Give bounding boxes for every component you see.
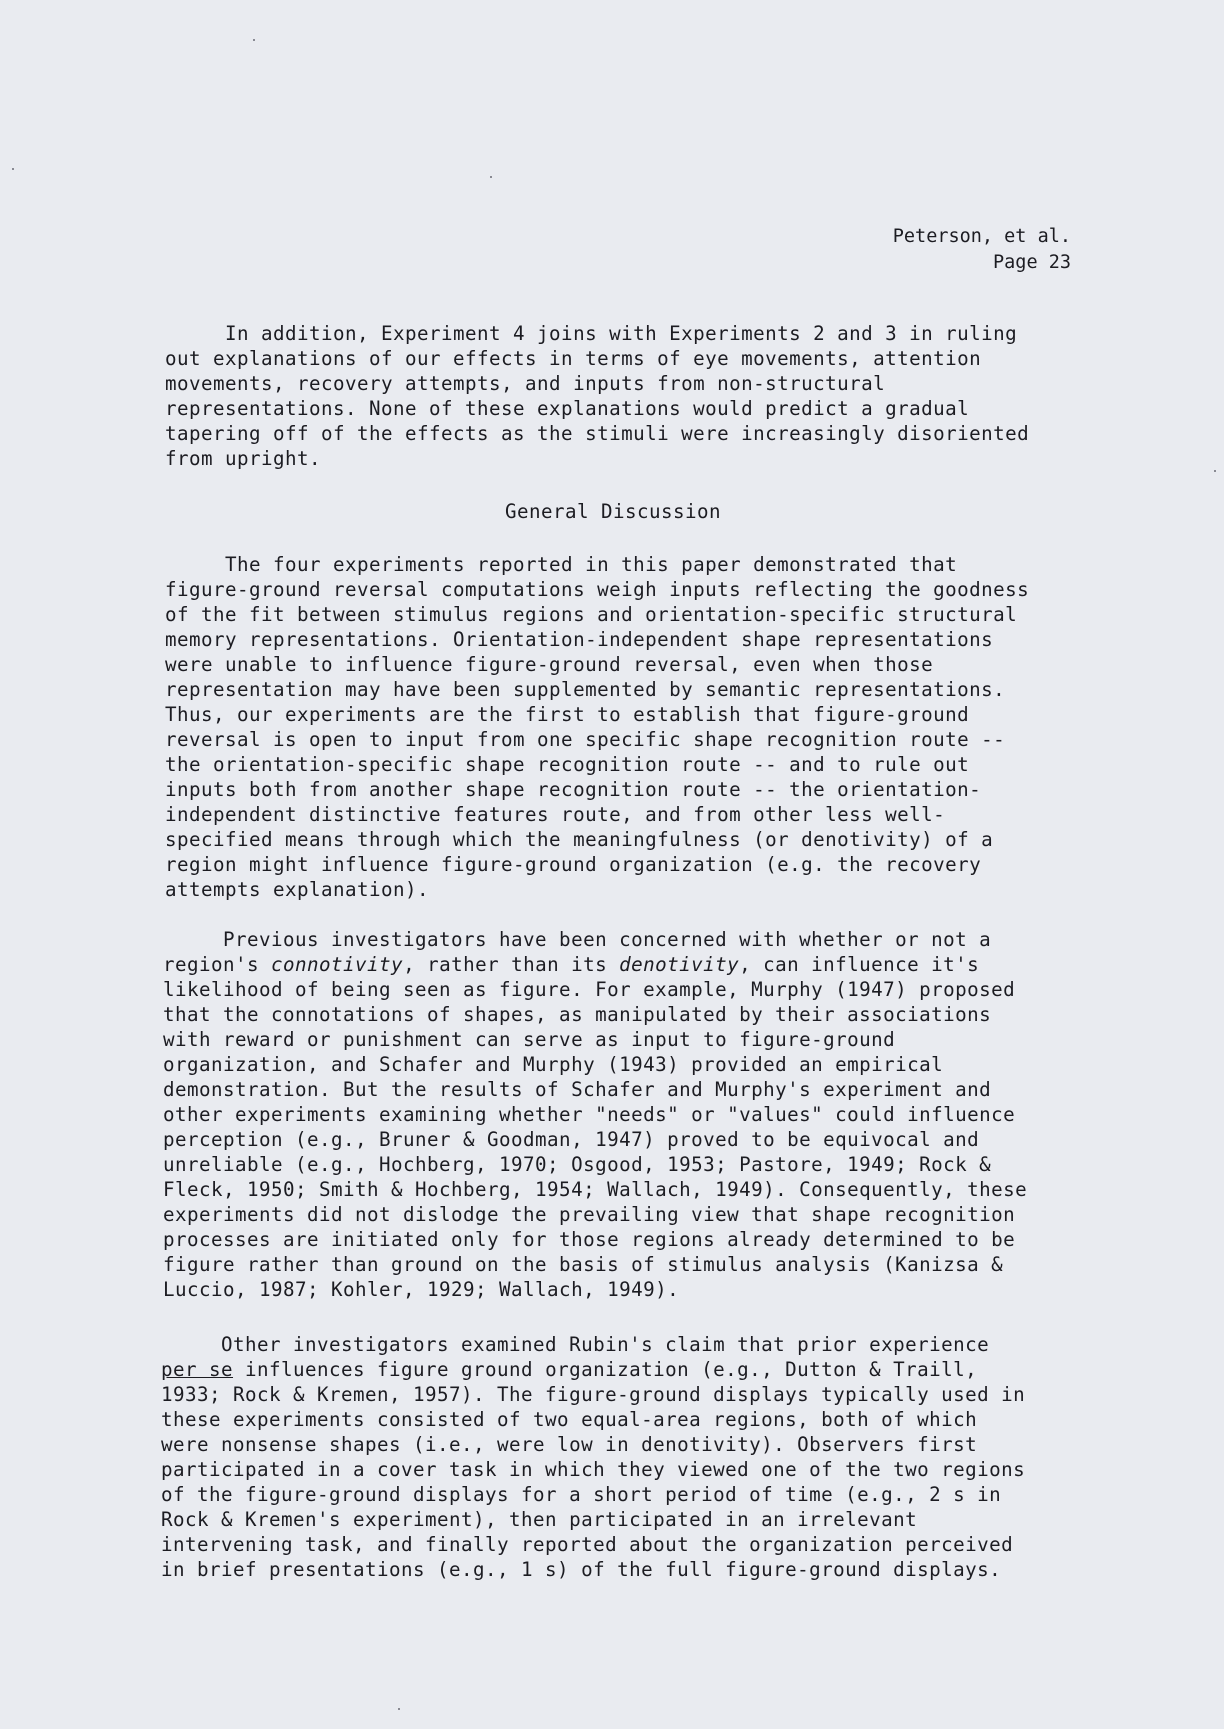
text-line: specified means through which the meaningfulness (or denotivity) of a — [165, 828, 994, 851]
scan-speck — [12, 168, 14, 170]
text-line: representations. None of these explanations would predict a gradual — [165, 397, 970, 420]
page-number: Page 23 — [993, 252, 1071, 273]
text-line: participated in a cover task in which they viewed one of the two regions — [161, 1458, 1026, 1481]
text-line: inputs both from another shape recognition route -- the orientation- — [165, 778, 982, 801]
text-line: of the figure-ground displays for a short period of time (e.g., 2 s in — [161, 1483, 1002, 1506]
text-line: In addition, Experiment 4 joins with Experiments 2 and 3 in ruling — [165, 322, 1018, 345]
underlined-term: per se — [161, 1358, 234, 1381]
text-line: the orientation-specific shape recognition route -- and to rule out — [165, 753, 970, 776]
text-line: figure rather than ground on the basis of stimulus analysis (Kanizsa & — [163, 1253, 1004, 1276]
text-line: independent distinctive features route, and from other less well- — [165, 803, 946, 826]
text-line — [163, 953, 979, 977]
running-head — [893, 224, 1071, 276]
text-line: experiments did not dislodge the prevailing view that shape recognition — [163, 1203, 1016, 1226]
text-line: of the fit between stimulus regions and orientation-specific structural — [165, 603, 1018, 626]
text-line: were nonsense shapes (i.e., were low in denotivity). Observers first — [161, 1433, 978, 1456]
section-heading: General Discussion — [505, 500, 722, 523]
text-line: processes are initiated only for those regions already determined to be — [163, 1228, 1016, 1251]
text-line: The four experiments reported in this paper demonstrated that — [165, 553, 958, 576]
italic-term-connotivity: connotivity — [271, 953, 404, 976]
text-span: , can influence it's — [739, 953, 980, 976]
text-line: intervening task, and finally reported about the organization perceived — [161, 1533, 1014, 1556]
text-line: reversal is open to input from one specific shape recognition route -- — [165, 728, 1006, 751]
text-span: influences figure ground organization (e.g., Dutton & Traill, — [233, 1358, 978, 1381]
text-line: Other investigators examined Rubin's claim that prior experience — [161, 1333, 990, 1356]
text-line — [161, 1358, 977, 1382]
text-line: Previous investigators have been concerned with whether or not a — [163, 928, 992, 951]
text-line: Thus, our experiments are the first to establish that figure-ground — [165, 703, 970, 726]
text-line: from upright. — [165, 447, 322, 470]
text-line: perception (e.g., Bruner & Goodman, 1947) proved to be equivocal and — [163, 1128, 980, 1151]
scan-speck — [490, 176, 492, 178]
text-span: region's — [163, 953, 272, 976]
text-line: movements, recovery attempts, and inputs from non-structural — [165, 372, 886, 395]
text-line: other experiments examining whether "needs" or "values" could influence — [163, 1103, 1016, 1126]
text-line: were unable to influence figure-ground reversal, even when those — [165, 653, 934, 676]
text-line: likelihood of being seen as figure. For example, Murphy (1947) proposed — [163, 978, 1016, 1001]
text-line: Rock & Kremen's experiment), then participated in an irrelevant — [161, 1508, 918, 1531]
text-line: figure-ground reversal computations weigh inputs reflecting the goodness — [165, 578, 1030, 601]
text-line: that the connotations of shapes, as manipulated by their associations — [163, 1003, 992, 1026]
text-line: demonstration. But the results of Schafer and Murphy's experiment and — [163, 1078, 992, 1101]
text-line: tapering off of the effects as the stimuli were increasingly disoriented — [165, 422, 1030, 445]
text-span: , rather than its — [403, 953, 620, 976]
italic-term-denotivity: denotivity — [619, 953, 740, 976]
text-line: 1933; Rock & Kremen, 1957). The figure-ground displays typically used in — [161, 1383, 1026, 1406]
text-line: representation may have been supplemented by semantic representations. — [165, 678, 1006, 701]
text-line: Luccio, 1987; Kohler, 1929; Wallach, 1949). — [163, 1278, 680, 1301]
text-line: in brief presentations (e.g., 1 s) of the full figure-ground displays. — [161, 1558, 1002, 1581]
author-header: Peterson, et al. — [892, 226, 1071, 247]
text-line: attempts explanation). — [165, 878, 430, 901]
text-line: region might influence figure-ground organization (e.g. the recovery — [165, 853, 982, 876]
scan-speck — [1214, 470, 1216, 472]
text-line: memory representations. Orientation-independent shape representations — [165, 628, 994, 651]
text-line: Fleck, 1950; Smith & Hochberg, 1954; Wallach, 1949). Consequently, these — [163, 1178, 1028, 1201]
text-line: with reward or punishment can serve as input to figure-ground — [163, 1028, 896, 1051]
text-line: these experiments consisted of two equal-area regions, both of which — [161, 1408, 978, 1431]
text-line: organization, and Schafer and Murphy (1943) provided an empirical — [163, 1053, 944, 1076]
text-line: unreliable (e.g., Hochberg, 1970; Osgood, 1953; Pastore, 1949; Rock & — [163, 1153, 992, 1176]
text-line: out explanations of our effects in terms of eye movements, attention — [165, 347, 982, 370]
scan-speck — [253, 39, 255, 41]
scan-speck — [398, 1708, 400, 1710]
